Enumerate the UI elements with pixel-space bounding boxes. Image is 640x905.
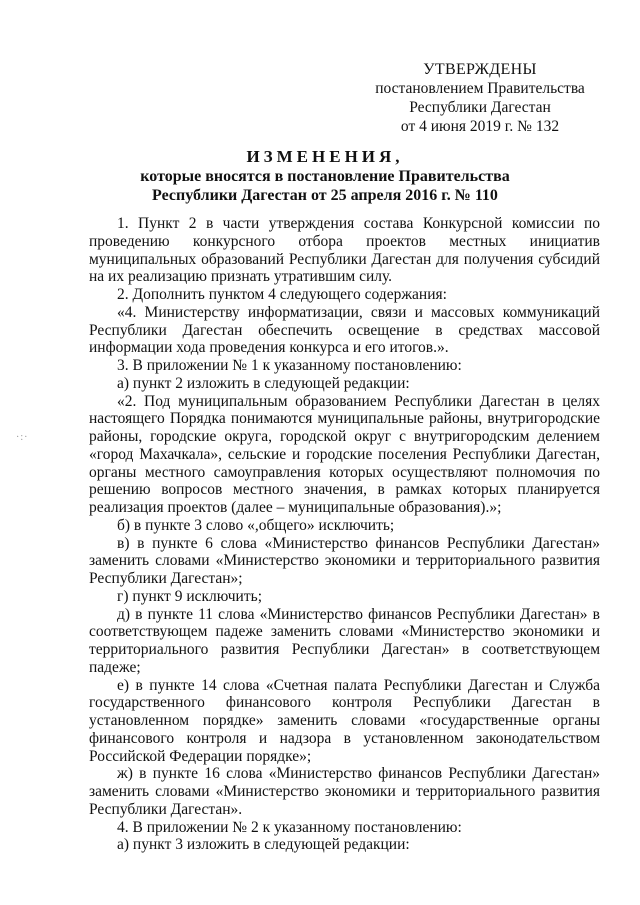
- paragraph: а) пункт 3 изложить в следующей редакции:: [117, 836, 410, 854]
- paragraph: б) в пункте 3 слово «,общего» исключить;: [117, 516, 395, 534]
- approval-line-1: постановлением Правительства: [375, 80, 585, 97]
- paragraph: «4. Министерству информатизации, связи и массовых коммуникаций Республики Дагестан обеспечить освещение в средствах массовой информации хода проведения конкурса и его итогов.».: [89, 303, 600, 357]
- paragraph: ж) в пункте 16 слова «Министерство финансов Республики Дагестан» заменить словами «Министерство экономики и территориального развития Республики Дагестан».: [89, 765, 600, 818]
- document-title: ИЗМЕНЕНИЯ,: [246, 147, 404, 166]
- approval-line-3: от 4 июня 2019 г. № 132: [400, 118, 560, 135]
- paragraph: е) в пункте 14 слова «Счетная палата Республики Дагестан и Служба государственного финансового контроля Республики Дагестан в установленном порядке» заменить словами «государственные органы финансового контроля и надзора в установленном законодательством Российской Федерации порядке»;: [89, 676, 600, 765]
- paragraph: в) в пункте 6 слова «Министерство финансов Республики Дагестан» заменить словами «Министерство экономики и территориального развития Республики Дагестан»;: [89, 534, 600, 587]
- paragraph: 4. В приложении № 2 к указанному постановлению:: [117, 818, 462, 836]
- document-body: [89, 215, 600, 854]
- approval-line-2: Республики Дагестан: [409, 99, 551, 116]
- paragraph: 1. Пункт 2 в части утверждения состава Конкурсной комиссии по проведению конкурсного отбора проектов местных инициатив муниципальных образований Республики Дагестан для получения субсидий на их реализацию признать утратившим силу.: [89, 215, 600, 286]
- approval-title: УТВЕРЖДЕНЫ: [423, 61, 537, 78]
- document-subtitle-2: Республики Дагестан от 25 апреля 2016 г. № 110: [152, 187, 498, 204]
- paragraph: 3. В приложении № 1 к указанному постановлению:: [117, 357, 462, 374]
- margin-mark: ·:·: [16, 432, 29, 443]
- document-heading: [80, 146, 570, 205]
- paragraph: 2. Дополнить пунктом 4 следующего содержания:: [117, 286, 447, 303]
- paragraph: а) пункт 2 изложить в следующей редакции:: [117, 374, 410, 392]
- paragraph: г) пункт 9 исключить;: [117, 587, 263, 605]
- paragraph: д) в пункте 11 слова «Министерство финансов Республики Дагестан» в соответствующем падеже заменить словами «Министерство экономики и территориального развития Республики Дагестан» в соответствующем падеже;: [89, 605, 600, 676]
- document-subtitle-1: которые вносятся в постановление Правительства: [140, 168, 510, 185]
- approval-stamp: [360, 60, 600, 136]
- paragraph: «2. Под муниципальным образованием Республики Дагестан в целях настоящего Порядка понимаются муниципальные районы, внутригородские районы, городские округа, городской округ с внутригородским делением «город Махачкала», сельские и городские поселения Республики Дагестан, органы местного самоуправления которых осуществляют полномочия по решению вопросов местного значения, в рамках которых планируется реализация проектов (далее – муниципальные образования).»;: [89, 392, 600, 516]
